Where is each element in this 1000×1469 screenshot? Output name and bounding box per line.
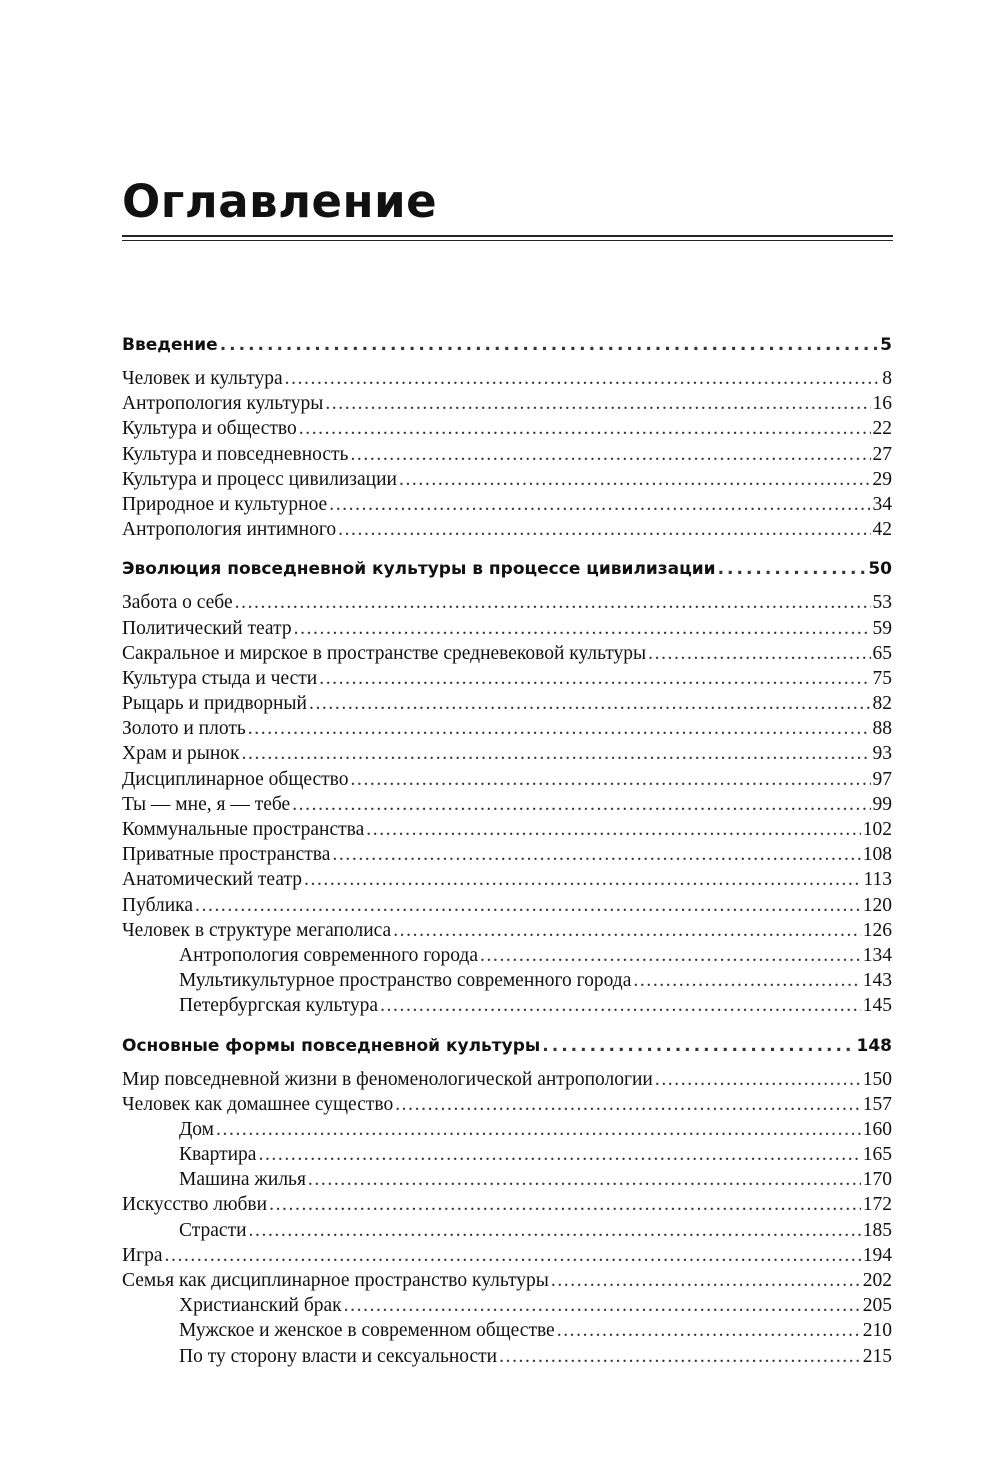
toc-section-heading[interactable] — [122, 330, 892, 360]
toc-entry-title: Культура и общество — [122, 418, 297, 440]
toc-entry-page: 75 — [872, 667, 892, 689]
toc-entry-page: 148 — [856, 1035, 892, 1056]
dot-leader — [542, 1031, 854, 1061]
toc-subentry[interactable] — [122, 993, 892, 1018]
dot-leader — [235, 590, 871, 615]
dot-leader — [216, 1117, 861, 1142]
dot-leader — [325, 391, 870, 416]
toc-entry-title: Ты — мне, я — тебе — [122, 793, 291, 815]
dot-leader — [309, 691, 871, 716]
toc-entry-title: Искусство любви — [122, 1194, 268, 1216]
dot-leader — [220, 330, 878, 360]
toc-entry-page: 93 — [872, 743, 892, 765]
dot-leader — [248, 716, 871, 741]
toc-entry[interactable] — [122, 1192, 892, 1217]
toc-entry-title: По ту сторону власти и сексуальности — [179, 1345, 498, 1367]
toc-entry-page: 65 — [872, 642, 892, 664]
dot-leader — [299, 416, 871, 441]
toc-entry-page: 59 — [872, 617, 892, 639]
toc-entry-title: Человек и культура — [122, 368, 283, 389]
dot-leader — [480, 943, 861, 968]
toc-entry[interactable] — [122, 616, 892, 641]
toc-entry-page: 99 — [872, 793, 892, 815]
toc-entry[interactable] — [122, 842, 892, 867]
toc-entry-title: Дисциплинарное общество — [122, 768, 349, 790]
toc-entry-title: Машина жилья — [179, 1169, 306, 1191]
toc-entry-page: 5 — [880, 335, 892, 355]
toc-entry-title: Мужское и женское в современном обществе — [179, 1320, 555, 1342]
dot-leader — [351, 767, 871, 792]
toc-entry-title: Забота о себе — [122, 592, 233, 614]
toc-entry-page: 145 — [862, 995, 892, 1017]
toc-entry-page: 53 — [872, 592, 892, 614]
dot-leader — [366, 817, 860, 842]
toc-entry-page: 157 — [862, 1093, 892, 1115]
toc-entry-title: Сакральное и мирское в пространстве средневековой культуры — [122, 642, 647, 664]
toc-entry-page: 42 — [872, 519, 892, 541]
toc-entry[interactable] — [122, 467, 892, 492]
toc-entry-title: Рыцарь и придворный — [122, 693, 307, 715]
dot-leader — [319, 666, 870, 691]
dot-leader — [285, 366, 881, 391]
toc-entry-title: Золото и плоть — [122, 718, 246, 740]
toc-entry-page: 27 — [872, 443, 892, 465]
title-rule-thin — [122, 240, 893, 241]
dot-leader — [718, 554, 867, 584]
toc-entry[interactable] — [122, 792, 892, 817]
toc-entry-title: Культура и процесс цивилизации — [122, 468, 397, 490]
toc-entry-page: 194 — [862, 1244, 892, 1266]
dot-leader — [557, 1318, 861, 1343]
dot-leader — [269, 1192, 861, 1217]
dot-leader — [242, 741, 871, 766]
toc-section — [122, 330, 892, 542]
toc-entry-page: 8 — [882, 368, 892, 389]
toc-subentry[interactable] — [122, 1167, 892, 1192]
toc-entry[interactable] — [122, 517, 892, 542]
toc-entry[interactable] — [122, 716, 892, 741]
toc-subentry[interactable] — [122, 1117, 892, 1142]
toc-entry[interactable] — [122, 492, 892, 517]
toc-entry-page: 113 — [863, 869, 892, 891]
toc-entry-page: 160 — [862, 1118, 892, 1140]
toc-entry-title: Страсти — [179, 1219, 247, 1241]
dot-leader — [329, 492, 870, 517]
toc-entry-title: Основные формы повседневной культуры — [122, 1035, 541, 1056]
toc-entry[interactable] — [122, 641, 892, 666]
toc-entry-page: 120 — [862, 894, 892, 916]
toc-entry-page: 126 — [862, 919, 892, 941]
dot-leader — [308, 1167, 861, 1192]
toc-entry-title: Мультикультурное пространство современного города — [179, 970, 632, 992]
toc-entry[interactable] — [122, 1092, 892, 1117]
toc-entry[interactable] — [122, 1268, 892, 1293]
dot-leader — [399, 467, 871, 492]
toc-entry-page: 29 — [872, 468, 892, 490]
toc-entry[interactable] — [122, 867, 892, 892]
toc-section-heading[interactable] — [122, 1031, 892, 1061]
toc-entry-page: 108 — [862, 844, 892, 866]
dot-leader — [249, 1218, 861, 1243]
toc-entry-page: 102 — [862, 819, 892, 840]
dot-leader — [648, 641, 870, 666]
toc-entry-title: Петербургская культура — [179, 995, 379, 1017]
toc-entry[interactable] — [122, 391, 892, 416]
title-rule-thick — [122, 235, 893, 237]
toc-section — [122, 554, 892, 1018]
toc-entry-page: 172 — [862, 1194, 892, 1216]
dot-leader — [393, 918, 861, 943]
toc-entry-title: Человек как домашнее существо — [122, 1093, 394, 1115]
dot-leader — [499, 1344, 861, 1369]
toc-entry-page: 134 — [862, 944, 892, 966]
dot-leader — [551, 1268, 861, 1293]
toc-subentry[interactable] — [122, 943, 892, 968]
toc-entry-title: Эволюция повседневной культуры в процессе цивилизации — [122, 559, 716, 580]
dot-leader — [655, 1067, 861, 1092]
toc-entry-page: 16 — [872, 393, 892, 415]
dot-leader — [304, 867, 861, 892]
toc-entry[interactable] — [122, 691, 892, 716]
dot-leader — [195, 893, 861, 918]
toc-entry-page: 210 — [862, 1320, 892, 1342]
toc-entry-title: Мир повседневной жизни в феноменологической антропологии — [122, 1068, 653, 1090]
toc-entry-page: 97 — [872, 768, 892, 790]
toc-subentry[interactable] — [122, 1142, 892, 1167]
toc-subentry[interactable] — [122, 1344, 892, 1369]
toc-entry-title: Культура и повседневность — [122, 443, 349, 465]
toc-entry[interactable] — [122, 1243, 892, 1268]
dot-leader — [332, 842, 860, 867]
toc-entry-page: 215 — [862, 1345, 892, 1367]
toc-entry-page: 165 — [862, 1144, 892, 1166]
toc-entry[interactable] — [122, 590, 892, 615]
dot-leader — [294, 616, 871, 641]
toc-entry-title: Антропология современного города — [179, 944, 479, 966]
toc-entry-page: 205 — [862, 1295, 892, 1317]
toc-entry-title: Семья как дисциплинарное пространство культуры — [122, 1270, 549, 1291]
toc-subentry[interactable] — [122, 968, 892, 993]
toc-entry[interactable] — [122, 767, 892, 792]
toc-entry[interactable] — [122, 817, 892, 842]
dot-leader — [350, 442, 870, 467]
toc-entry-title: Природное и культурное — [122, 493, 328, 515]
toc-subentry[interactable] — [122, 1218, 892, 1243]
toc-entry-page: 170 — [862, 1169, 892, 1191]
toc-entry-page: 88 — [872, 718, 892, 740]
toc-subentry[interactable] — [122, 1293, 892, 1318]
toc-subentry[interactable] — [122, 1318, 892, 1343]
dot-leader — [344, 1293, 861, 1318]
toc-section-heading[interactable] — [122, 554, 892, 584]
toc-entry-title: Дом — [179, 1118, 215, 1140]
toc-entry-title: Приватные пространства — [122, 844, 331, 866]
dot-leader — [258, 1142, 860, 1167]
toc-entry-title: Публика — [122, 894, 194, 916]
toc-entry-title: Культура стыда и чести — [122, 667, 318, 689]
dot-leader — [380, 993, 861, 1018]
toc-entry-title: Игра — [122, 1244, 163, 1266]
toc-entry[interactable] — [122, 893, 892, 918]
dot-leader — [633, 968, 860, 993]
toc-entry-title: Квартира — [179, 1144, 257, 1166]
toc-entry[interactable] — [122, 366, 892, 391]
toc-entry-title: Введение — [122, 335, 218, 355]
toc-entry-page: 143 — [862, 970, 892, 992]
toc-section — [122, 1031, 892, 1369]
page-title: Оглавление — [122, 175, 438, 228]
dot-leader — [395, 1092, 861, 1117]
toc-entry[interactable] — [122, 1067, 892, 1092]
toc-entry-title: Коммунальные пространства — [122, 819, 365, 840]
toc-entry-page: 202 — [862, 1270, 892, 1291]
dot-leader — [338, 517, 870, 542]
toc-entry[interactable] — [122, 416, 892, 441]
toc-entry-page: 185 — [862, 1219, 892, 1241]
toc-entry-title: Человек в структуре мегаполиса — [122, 919, 392, 941]
toc-entry[interactable] — [122, 442, 892, 467]
toc-entry-page: 50 — [868, 559, 892, 580]
toc-entry-page: 22 — [872, 418, 892, 440]
toc-entry[interactable] — [122, 666, 892, 691]
toc-entry-title: Антропология культуры — [122, 393, 324, 415]
toc-entry-title: Антропология интимного — [122, 519, 337, 541]
toc-entry-page: 34 — [872, 493, 892, 515]
toc-entry[interactable] — [122, 918, 892, 943]
toc-entry-page: 150 — [862, 1068, 892, 1090]
toc-entry-title: Анатомический театр — [122, 869, 302, 891]
toc-entry-title: Политический театр — [122, 617, 292, 639]
dot-leader — [165, 1243, 861, 1268]
toc-entry-title: Христианский брак — [179, 1295, 342, 1317]
table-of-contents — [122, 330, 892, 1381]
dot-leader — [292, 792, 870, 817]
toc-entry-title: Храм и рынок — [122, 743, 240, 765]
toc-entry-page: 82 — [872, 693, 892, 715]
toc-entry[interactable] — [122, 741, 892, 766]
